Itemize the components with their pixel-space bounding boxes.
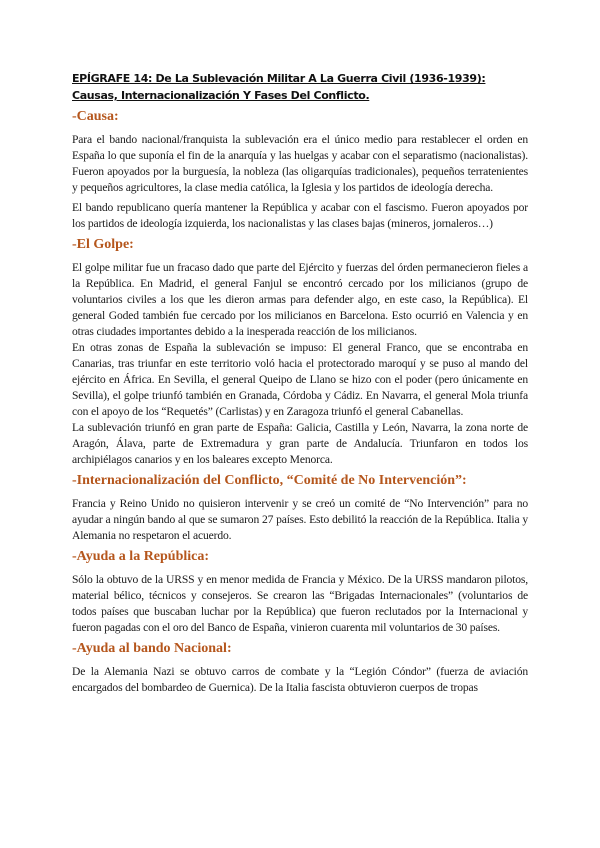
paragraph: Sólo la obtuvo de la URSS y en menor medida de Francia y México. De la URSS mandaron pilotos, material bélico, técnicos y consejeros. Se crearon las “Brigadas Internacionales” (voluntarios de todos países que buscaban luchar por la República) que fueron reclutados por la Internacional y fueron pagadas con el oro del Banco de España, vinieron cuarenta mil voluntarios de 30 países. — [72, 573, 528, 634]
section-heading-golpe: -El Golpe: — [72, 237, 134, 252]
section-heading-internacionalizacion: -Internacionalización del Conflicto, “Comité de No Intervención”: — [72, 473, 467, 488]
section-causa — [72, 108, 528, 232]
section-heading-ayuda-republica: -Ayuda a la República: — [72, 549, 210, 564]
section-internacionalizacion — [72, 472, 528, 544]
paragraph: Francia y Reino Unido no quisieron intervenir y se creó un comité de “No Intervención” para no ayudar a ningún bando al que se sumaron 27 países. Esto debilitó la reacción de la República. Italia y Alemania no respetaron el acuerdo. — [72, 497, 528, 542]
section-heading-causa: -Causa: — [72, 109, 119, 124]
paragraph: El bando republicano quería mantener la República y acabar con el fascismo. Fueron apoyados por los partidos de ideología izquierda, los nacionalistas y las clases bajas (mineros, jornaleros…) — [72, 201, 528, 230]
paragraph: Para el bando nacional/franquista la sublevación era el único medio para restablecer el orden en España lo que suponía el fin de la anarquía y las huelgas y acabar con el separatismo (nacionalistas). Fueron apoyados por la burguesía, la nobleza (las oligarquías tradicionales), pequeños terratenientes y pequeños agricultores, la clase media católica, la Iglesia y los partidos de ideología derecha. — [72, 133, 528, 194]
section-ayuda-republica — [72, 548, 528, 636]
section-golpe — [72, 236, 528, 468]
paragraph: El golpe militar fue un fracaso dado que parte del Ejército y fuerzas del órden permanecieron fieles a la República. En Madrid, el general Fanjul se encontró cercado por los milicianos (grupo de voluntarios civiles a los que les dieron armas para defender algo, en este caso, la República). El general Goded también fue cercado por los milicianos en Barcelona. Esto ocurrió en Valencia y en otras ciudades importantes debido a la inesperada reacción de los milicianos. — [72, 261, 528, 338]
paragraph: De la Alemania Nazi se obtuvo carros de combate y la “Legión Cóndor” (fuerza de aviación encargados del bombardeo de Guernica). De la Italia fascista obtuvieron cuerpos de tropas — [72, 665, 528, 694]
document-title: EPÍGRAFE 14: De La Sublevación Militar A La Guerra Civil (1936-1939): Causas, Internacionalización Y Fases Del Conflicto. — [72, 72, 486, 102]
section-heading-ayuda-nacional: -Ayuda al bando Nacional: — [72, 641, 232, 656]
paragraph: La sublevación triunfó en gran parte de España: Galicia, Castilla y León, Navarra, la zona norte de Aragón, Álava, parte de Extremadura y gran parte de Andalucía. Triunfaron en todos los archipiélagos canarios y en los baleares excepto Menorca. — [72, 421, 528, 466]
paragraph: En otras zonas de España la sublevación se impuso: El general Franco, que se encontraba en Canarias, tras triunfar en este territorio voló hacia el protectorado maroquí y se puso al mando del ejército en África. En Sevilla, el general Queipo de Llano se hizo con el poder (pero únicamente en Sevilla), el golpe triunfó también en Granada, Córdoba y Cádiz. En Navarra, el general Mola triunfa con el apoyo de los “Requetés” (Carlistas) y en Zaragoza triunfó el general Cabanellas. — [72, 341, 528, 418]
section-ayuda-nacional — [72, 640, 528, 696]
